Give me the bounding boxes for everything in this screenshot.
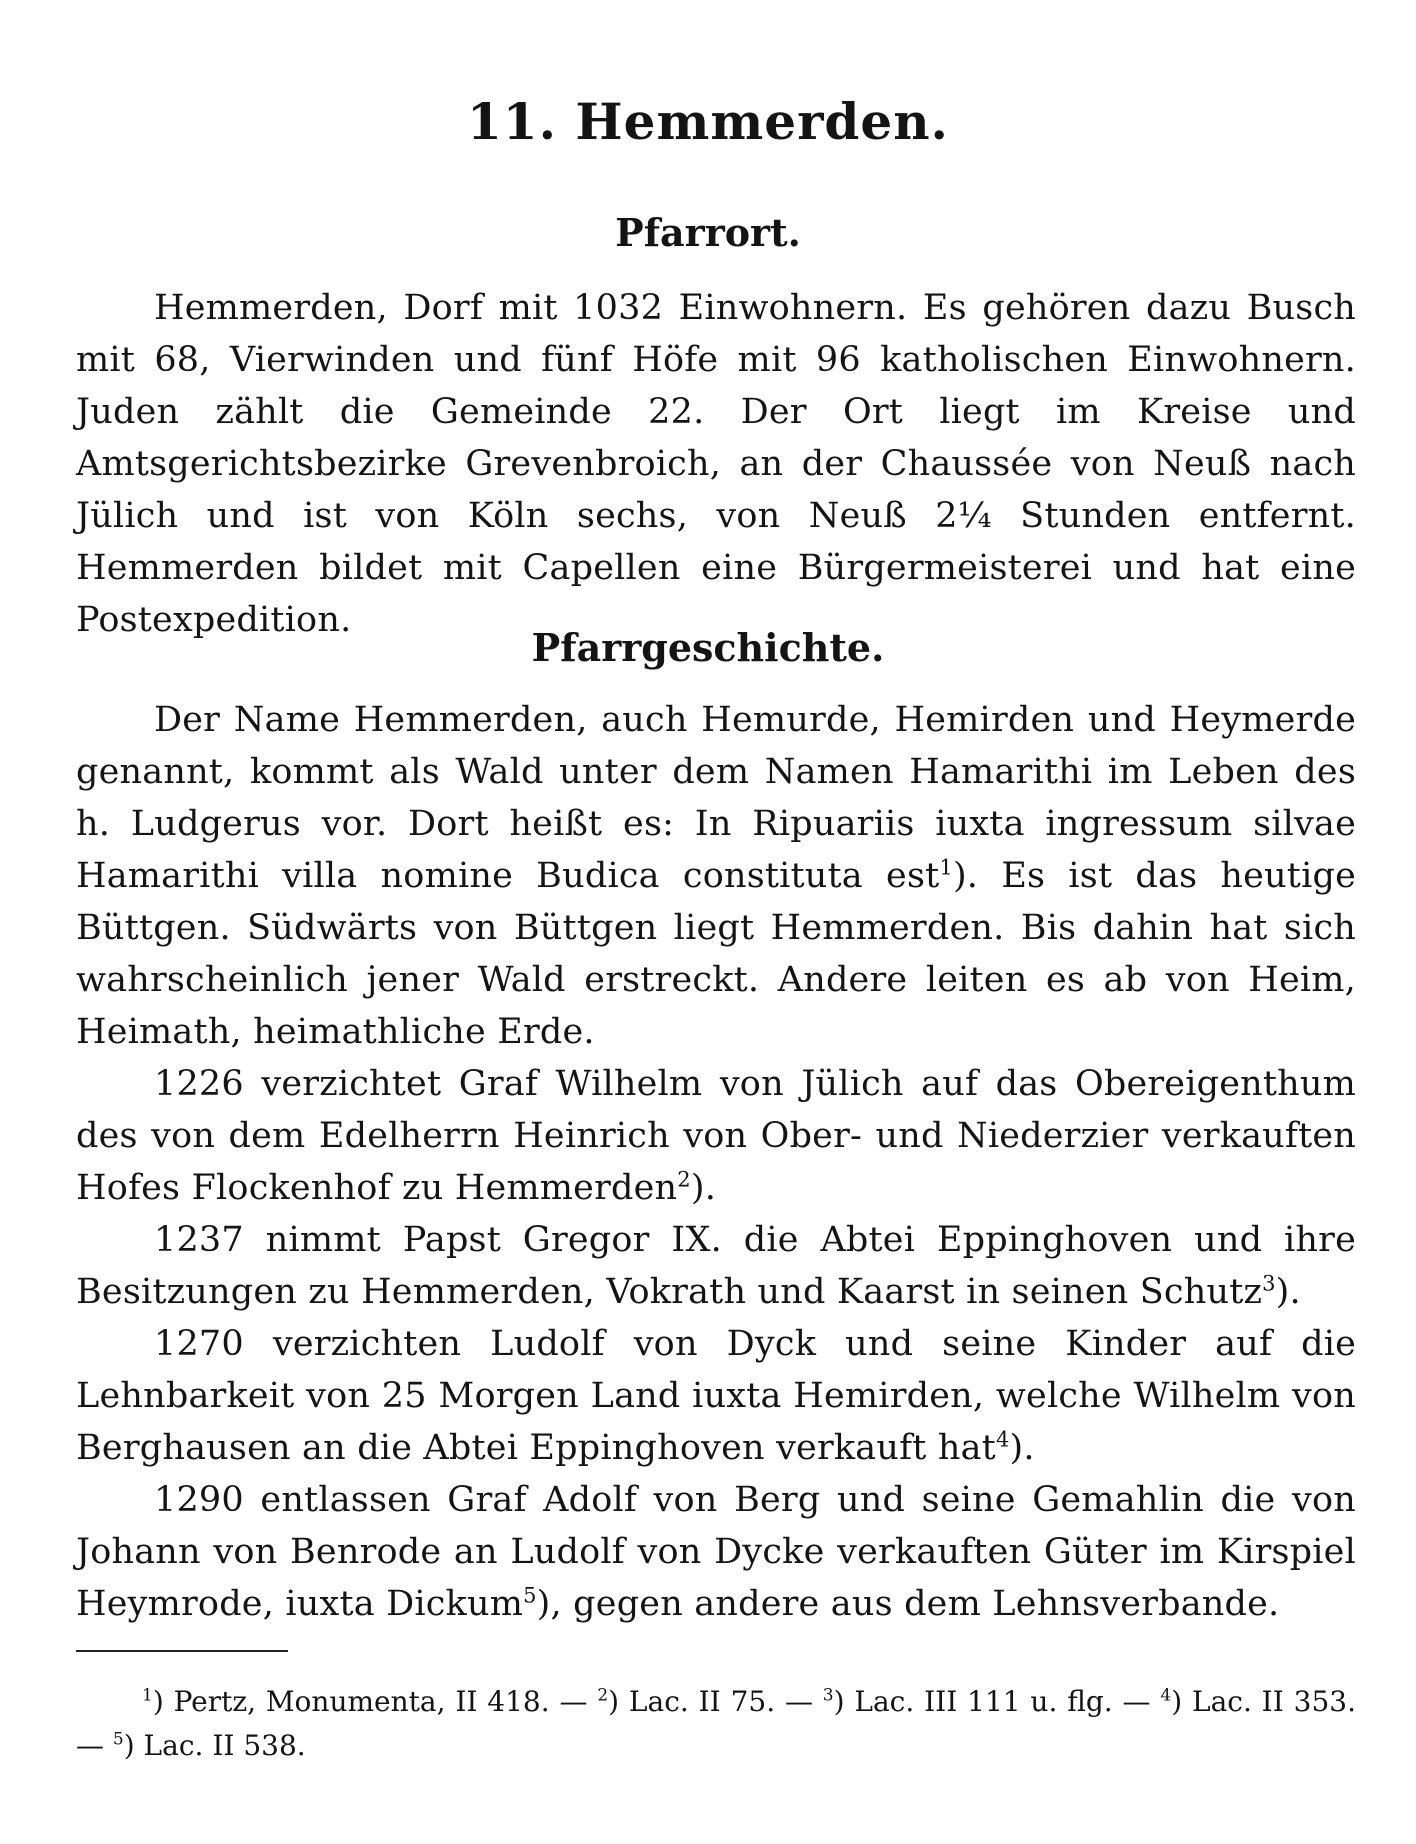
paragraph-name-origin <box>76 694 1356 1058</box>
paragraph-text: ). <box>690 1168 717 1208</box>
footnote-text: ) Lac. II 75. — <box>608 1685 823 1718</box>
footnotes <box>76 1680 1356 1768</box>
paragraph-text: ). Es ist das heutige Büttgen. Südwärts von Büttgen liegt Hemmerden. Bis dahin hat sich wahrscheinlich jener Wald erstreckt. Andere leiten es ab von Heim, Heimath, heimathliche Erde. <box>76 856 1356 1052</box>
paragraph-text: 1290 entlassen Graf Adolf von Berg und seine Gemahlin die von Johann von Benrode an Ludolf von Dycke verkauften Güter im Kirspiel Heymrode, iuxta Dickum <box>76 1480 1356 1624</box>
paragraph-text: ). <box>1275 1272 1301 1312</box>
paragraph-1226 <box>76 1058 1356 1214</box>
section-heading-pfarrort: Pfarrort. <box>615 210 801 255</box>
footnote-number: 5 <box>112 1729 124 1750</box>
paragraph-text: ), gegen andere aus dem Lehnsverbande. <box>536 1584 1280 1624</box>
footnote-reference: 4 <box>995 1427 1010 1452</box>
paragraph-pfarrort: Hemmerden, Dorf mit 1032 Einwohnern. Es gehören dazu Busch mit 68, Vierwinden und fünf Höfe mit 96 katholischen Einwohnern. Juden zählt die Gemeinde 22. Der Ort liegt im Kreise und Amtsgerichtsbezirke Grevenbroich, an der Chaussée von Neuß nach Jülich und ist von Köln sechs, von Neuß 2¼ Stunden entfernt. Hemmerden bildet mit Capellen eine Bürgermeisterei und hat eine Postexpedition. <box>76 288 1356 640</box>
section-heading-pfarrgeschichte: Pfarrgeschichte. <box>531 625 885 670</box>
footnote-reference: 2 <box>677 1167 691 1192</box>
footnote-number: 2 <box>597 1685 609 1706</box>
paragraph-1290 <box>76 1474 1356 1630</box>
footnote-text: ) Pertz, Monumenta, II 418. — <box>152 1685 598 1718</box>
paragraph-text: ). <box>1009 1428 1035 1468</box>
footnote-text: ) Lac. II 538. <box>123 1729 306 1762</box>
footnote-text: ) Lac. II 353. — <box>76 1685 1356 1762</box>
footnote-reference: 3 <box>1262 1271 1276 1296</box>
footnote-reference: 5 <box>523 1583 537 1608</box>
footnote-divider <box>76 1650 288 1652</box>
paragraph-text: 1226 verzichtet Graf Wilhelm von Jülich auf das Obereigenthum des von dem Edelherrn Heinrich von Ober- und Niederzier verkauften Hofes Flockenhof zu Hemmerden <box>76 1064 1356 1208</box>
paragraph-text: Der Name Hemmerden, auch Hemurde, Hemirden und Heymerde genannt, kommt als Wald unter dem Namen Hamarithi im Leben des h. Ludgerus vor. Dort heißt es: In Ripuariis iuxta ingressum silvae Hamarithi villa nomine Budica constituta est <box>76 700 1356 896</box>
paragraph-text: 1270 verzichten Ludolf von Dyck und seine Kinder auf die Lehnbarkeit von 25 Morgen Land iuxta Hemirden, welche Wilhelm von Berghausen an die Abtei Eppinghoven verkauft hat <box>76 1324 1356 1468</box>
paragraph-1237 <box>76 1214 1356 1318</box>
paragraph-text: 1237 nimmt Papst Gregor IX. die Abtei Eppinghoven und ihre Besitzungen zu Hemmerden, Vokrath und Kaarst in seinen Schutz <box>76 1220 1356 1312</box>
footnote-number: 3 <box>822 1685 834 1706</box>
page-title: 11. Hemmerden. <box>467 92 949 151</box>
footnote-number: 4 <box>1160 1685 1172 1706</box>
footnote-number: 1 <box>142 1685 153 1706</box>
footnote-reference: 1 <box>939 855 953 880</box>
paragraph-1270 <box>76 1318 1356 1474</box>
footnote-text: ) Lac. III 111 u. flg. — <box>833 1685 1161 1718</box>
